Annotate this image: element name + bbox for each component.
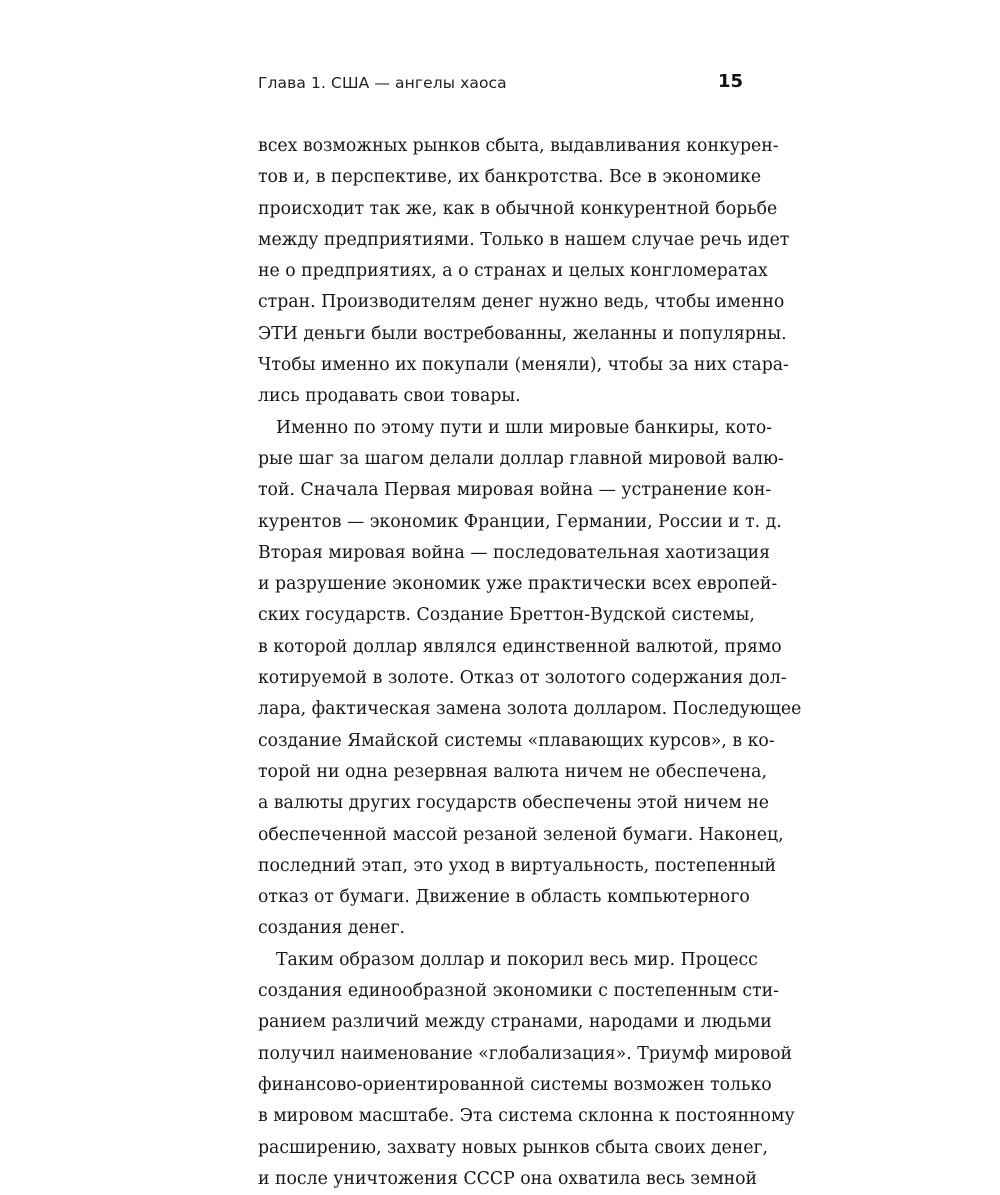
running-head: Глава 1. США — ангелы хаоса [258,74,507,92]
text-line: последний этап, это уход в виртуальность, постепенный [258,855,777,876]
body-text [258,131,802,1195]
text-line: тов и, в перспективе, их банкротства. Все в экономике [258,167,762,188]
text-line: Таким образом доллар и покорил весь мир. Процесс [276,949,758,970]
text-line: ЭТИ деньги были востребованны, желанны и популярны. [258,323,787,344]
text-line: лись продавать свои товары. [258,386,521,407]
text-line: лара, фактическая замена золота долларом. Последующее [258,699,802,720]
text-line: стран. Производителям денег нужно ведь, чтобы именно [258,292,785,313]
text-line: рые шаг за шагом делали доллар главной мировой валю- [258,448,784,469]
text-line: курентов — экономик Франции, Германии, России и т. д. [258,511,782,532]
text-line: финансово-ориентированной системы возможен только [258,1074,772,1095]
text-line: создания единообразной экономики с постепенным сти- [258,981,779,1002]
text-line: расширению, захвату новых рынков сбыта своих денег, [258,1137,769,1158]
text-line: обеспеченной массой резаной зеленой бумаги. Наконец, [258,824,784,845]
text-line: в которой доллар являлся единственной валютой, прямо [258,636,782,657]
text-line: той. Сначала Первая мировая война — устранение кон- [258,480,772,501]
text-line: не о предприятиях, а о странах и целых конгломератах [258,261,768,282]
text-line: Именно по этому пути и шли мировые банкиры, кото- [276,417,773,438]
text-line: создания денег. [258,918,406,939]
text-line: ских государств. Создание Бреттон-Вудской системы, [258,605,755,626]
paragraph [258,131,790,413]
text-line: и после уничтожения СССР она охватила весь земной [258,1168,758,1189]
text-line: Вторая мировая война — последовательная хаотизация [258,542,771,563]
text-line: всех возможных рынков сбыта, выдавливания конкурен- [258,136,779,156]
text-line: а валюты других государств обеспечены этой ничем не [258,793,770,814]
paragraph [258,413,802,945]
text-line: между предприятиями. Только в нашем случае речь идет [258,229,790,250]
text-line: котируемой в золоте. Отказ от золотого содержания дол- [258,668,787,689]
page-number: 15 [718,71,744,92]
paragraph [258,945,795,1195]
text-line: отказ от бумаги. Движение в область компьютерного [258,887,750,908]
text-line: ранием различий между странами, народами и людьми [258,1012,772,1033]
text-line: торой ни одна резервная валюта ничем не обеспечена, [258,761,767,782]
text-line: Чтобы именно их покупали (меняли), чтобы за них стара- [258,355,789,376]
text-line: получил наименование «глобализация». Триумф мировой [258,1043,793,1064]
text-line: создание Ямайской системы «плавающих курсов», в ко- [258,730,775,751]
text-line: происходит так же, как в обычной конкурентной борьбе [258,198,778,219]
text-line: и разрушение экономик уже практически всех европей- [258,574,778,595]
text-line: в мировом масштабе. Эта система склонна к постоянному [258,1106,795,1127]
